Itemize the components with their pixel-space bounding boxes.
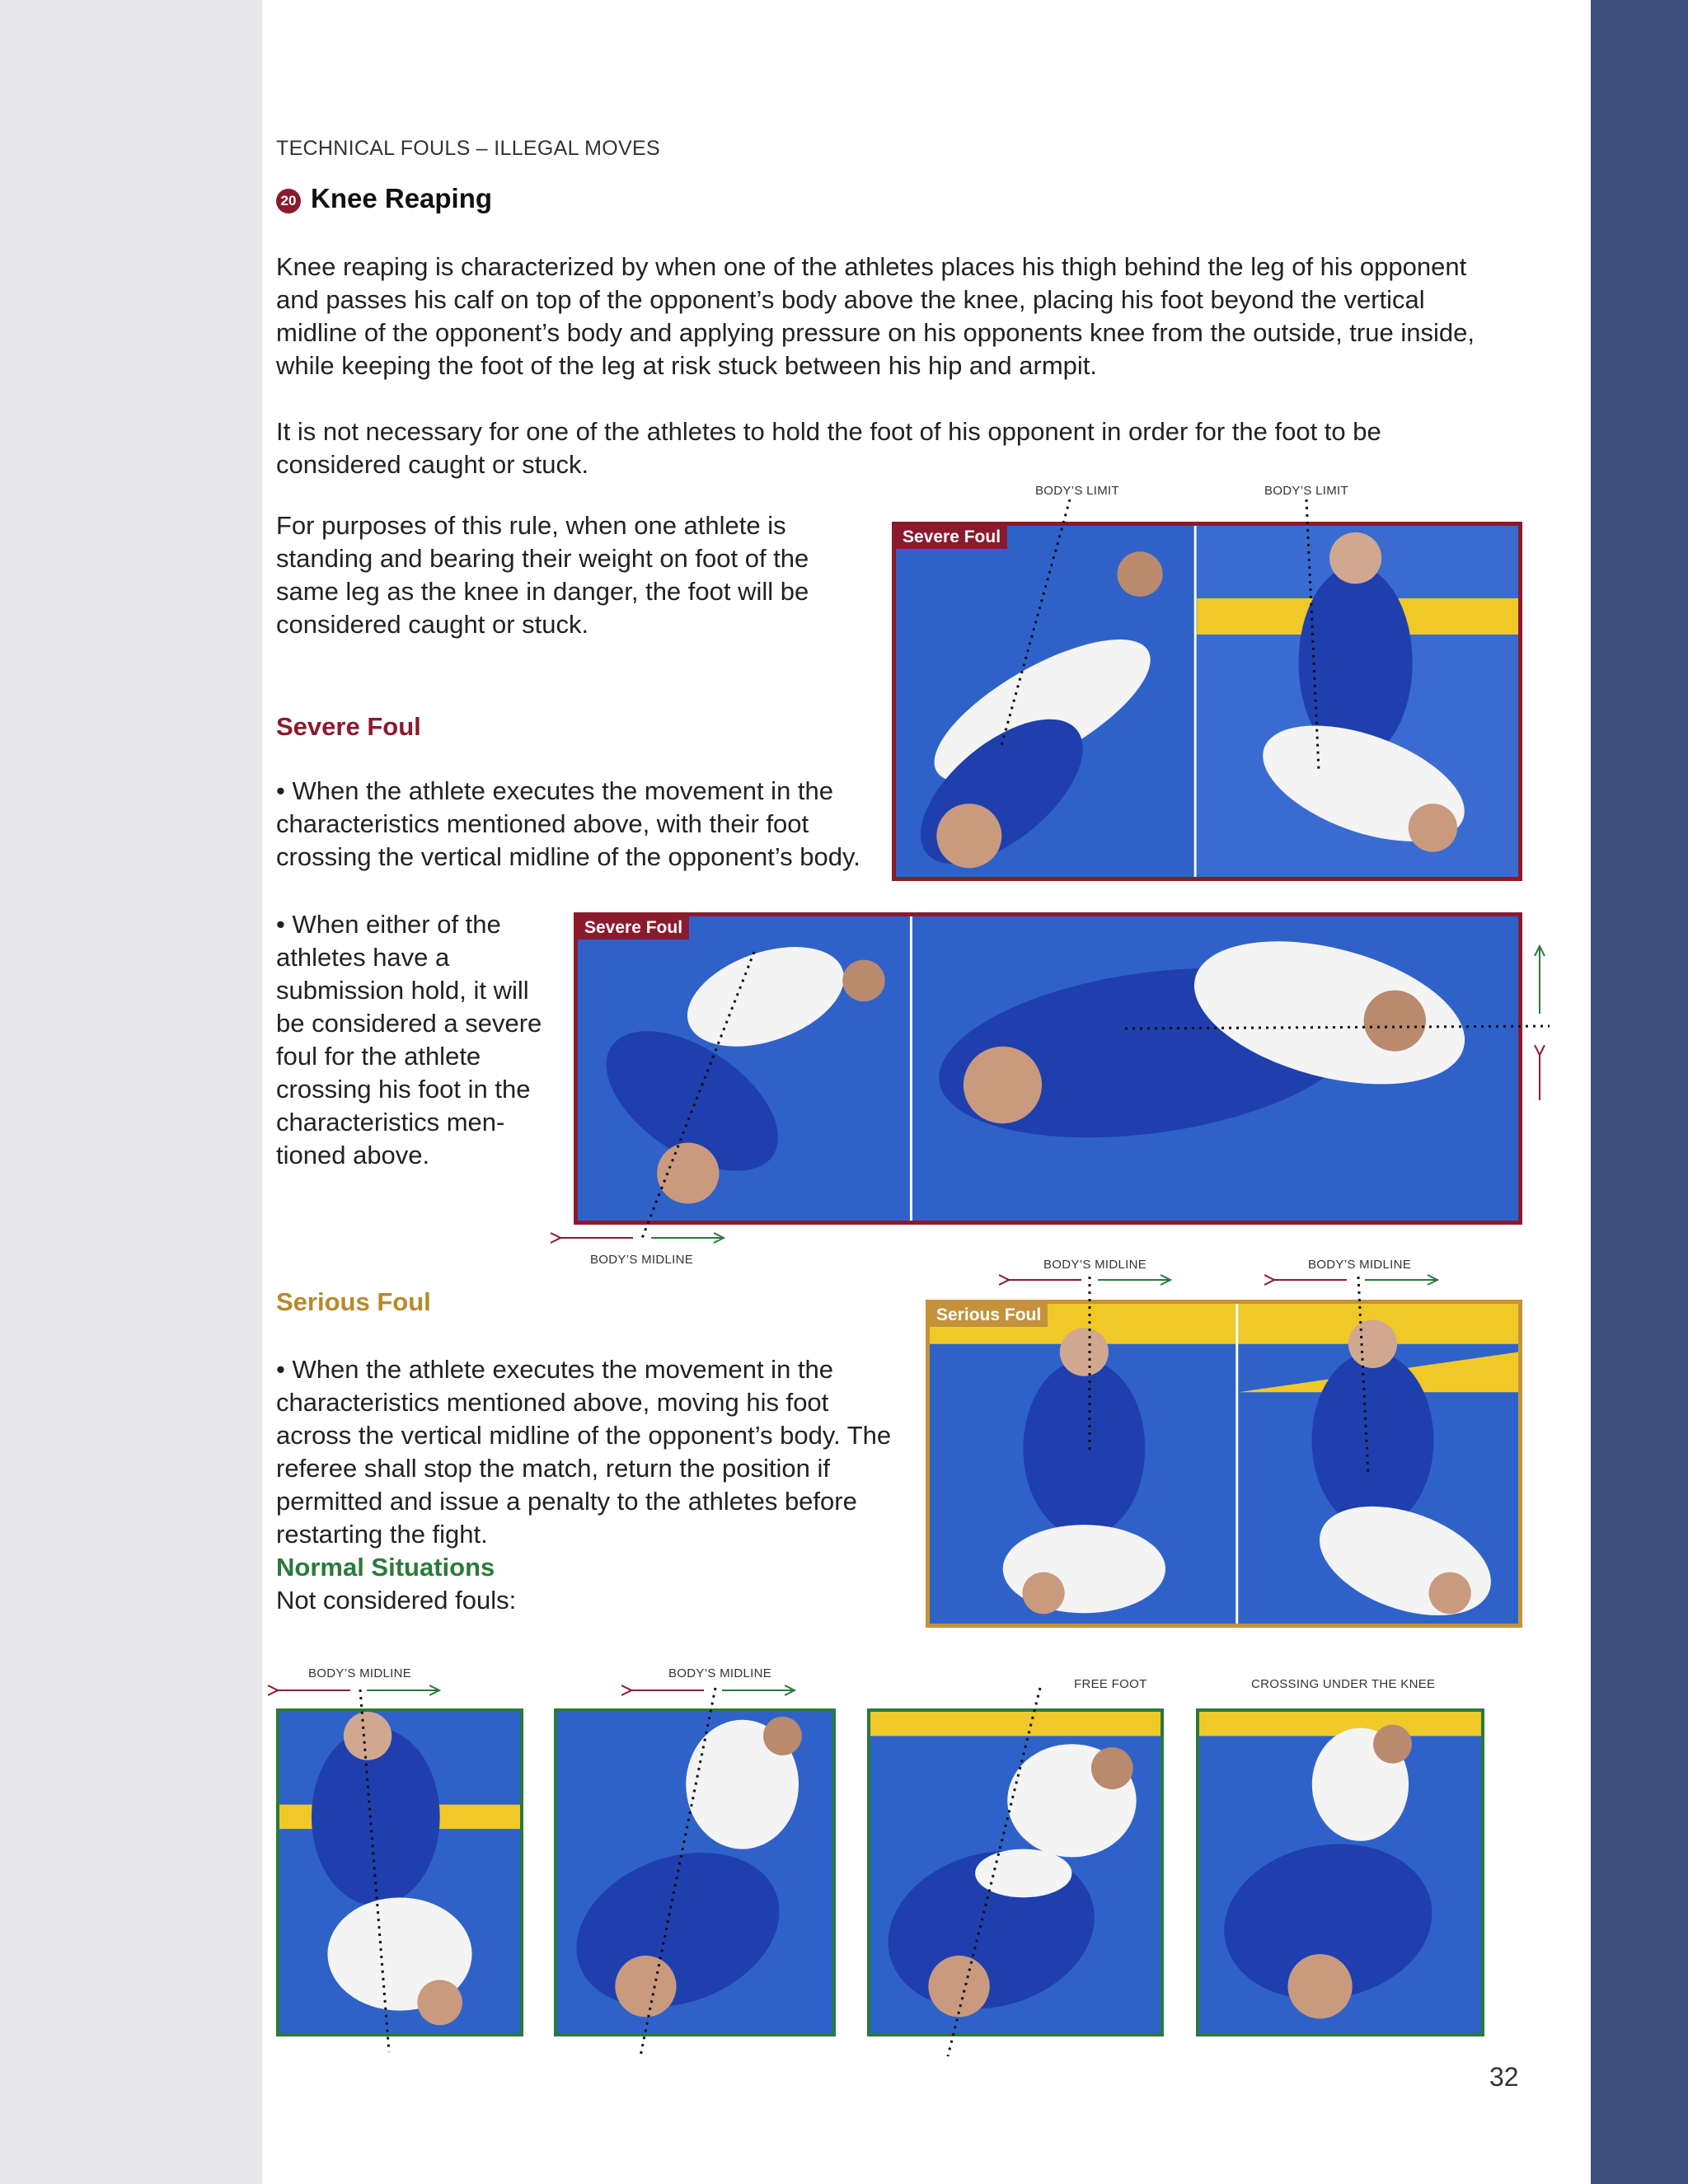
free-foot-label: FREE FOOT (1074, 1677, 1147, 1691)
normal-photo-1 (276, 1708, 523, 2036)
severe-foul-photo-2 (574, 912, 1522, 1225)
standing-rule-paragraph: For purposes of this rule, when one athlete is standing and bearing their weight on foot of the same leg as the knee in danger, the foot will be considered caught or stuck. (276, 511, 809, 639)
severe-foul-photo-1 (892, 522, 1522, 881)
intro-paragraph: Knee reaping is characterized by when one of the athletes places his thigh behind the leg of his opponent and passes his calf on top of the opponent’s body above the knee, placing his foot beyond the vertical midline of the opponent’s body and applying pressure on his opponents knee from the outside, true inside, while keeping the foot of the leg at risk stuck between his hip and armpit. (276, 252, 1475, 380)
serious-foul-tag: Serious Foul (930, 1304, 1048, 1327)
severe-foul-tag-1: Severe Foul (896, 526, 1007, 549)
midline-label-serious-1: BODY’S MIDLINE (1043, 1258, 1147, 1272)
normal-photo-4 (1196, 1708, 1484, 2036)
section-label: TECHNICAL FOULS – ILLEGAL MOVES (276, 137, 660, 160)
severe-bullet-1: • When the athlete executes the movement in the characteristics mentioned above, with their foot crossing the vertical midline of the opponent’s body. (276, 776, 860, 871)
serious-bullet-1: • When the athlete executes the movement in the characteristics mentioned above, moving his foot across the vertical midline of the opponent’s body. The referee shall stop the match, return the position if permitted and issue a penalty to the athletes before restarting the fight. (276, 1355, 892, 1549)
normal-photo-3 (867, 1708, 1164, 2036)
midline-label-normal-2: BODY’S MIDLINE (668, 1666, 772, 1680)
severe-foul-heading: Severe Foul (276, 712, 421, 741)
normal-situations-subtext: Not considered fouls: (276, 1586, 517, 1615)
foot-held-paragraph: It is not necessary for one of the athletes to hold the foot of his opponent in order for the foot to be considered caught or stuck. (276, 417, 1381, 479)
midline-label-normal-1: BODY’S MIDLINE (308, 1666, 412, 1680)
serious-foul-photo (926, 1300, 1522, 1628)
crossing-under-knee-label: CROSSING UNDER THE KNEE (1251, 1677, 1436, 1691)
left-margin-band (0, 0, 262, 2184)
rule-title: Knee Reaping (311, 183, 493, 213)
severe-foul-tag-2: Severe Foul (578, 916, 689, 940)
body-limit-label-1: BODY’S LIMIT (1035, 484, 1119, 498)
body-limit-label-2: BODY’S LIMIT (1264, 484, 1348, 498)
normal-photo-2 (554, 1708, 836, 2036)
page-number: 32 (1489, 2062, 1519, 2092)
right-margin-band (1591, 0, 1688, 2184)
rule-number-badge: 20 (276, 189, 301, 213)
severe-bullet-2: • When either of the athletes have a submission hold, it will be considered a severe foul for the athlete crossing his foot in the characteristics men-tioned above. (276, 910, 542, 1169)
serious-foul-heading: Serious Foul (276, 1287, 431, 1316)
normal-situations-heading: Normal Situations (276, 1553, 495, 1582)
midline-label-serious-2: BODY’S MIDLINE (1308, 1258, 1412, 1272)
midline-label-severe-2: BODY’S MIDLINE (590, 1253, 694, 1267)
